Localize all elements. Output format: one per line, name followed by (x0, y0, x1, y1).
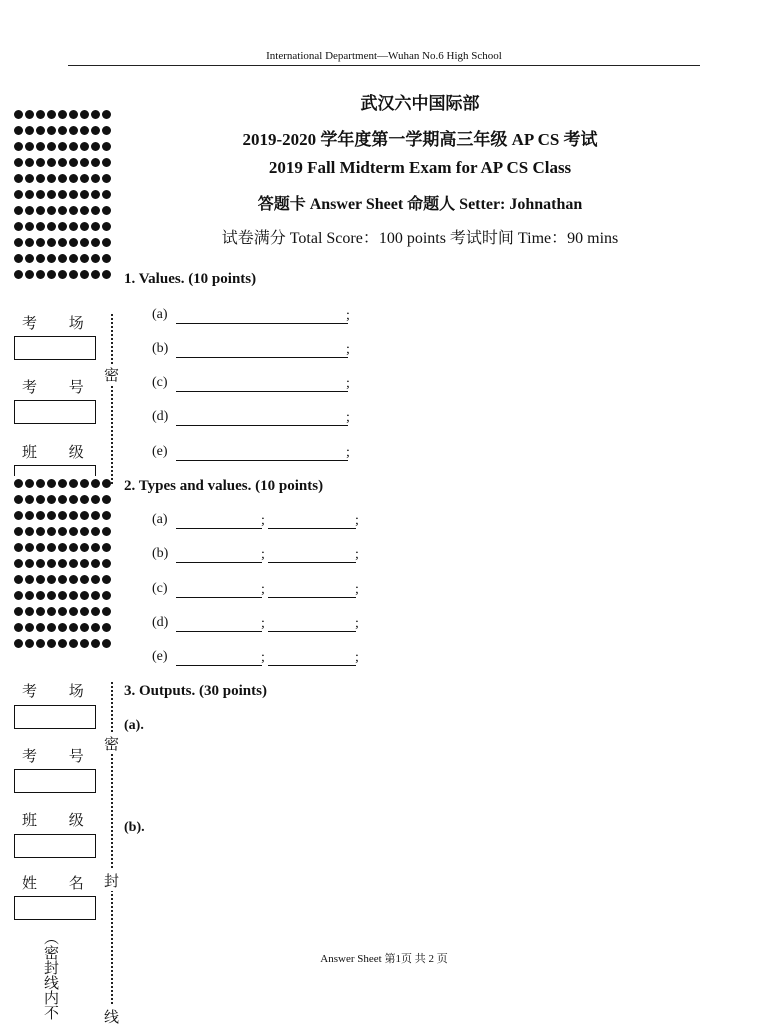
margin-dot (36, 238, 45, 247)
margin-dot (91, 559, 100, 568)
margin-dot (102, 511, 111, 520)
seal-char-4: 线 (104, 1006, 119, 1027)
margin-dot (25, 623, 34, 632)
margin-dot (14, 639, 23, 648)
margin-dot (47, 158, 56, 167)
header-rule (68, 65, 700, 66)
margin-dot (80, 639, 89, 648)
margin-dot (14, 559, 23, 568)
margin-dot (36, 543, 45, 552)
exam-room-label-top: 考 场 (22, 316, 98, 332)
s1-semicolon-d: ; (346, 410, 350, 425)
margin-dot (58, 495, 67, 504)
margin-dot (102, 591, 111, 600)
s2-label-b: (b) (152, 546, 169, 561)
margin-dot (58, 126, 67, 135)
margin-dot (25, 543, 34, 552)
margin-dot (58, 206, 67, 215)
margin-dot (47, 222, 56, 231)
margin-dot (58, 623, 67, 632)
margin-dot (58, 190, 67, 199)
margin-dot (36, 559, 45, 568)
margin-dot (36, 206, 45, 215)
margin-dot (25, 110, 34, 119)
school-title: 武汉六中国际部 (360, 94, 480, 113)
margin-dot (47, 254, 56, 263)
s2-value-a[interactable] (268, 528, 356, 529)
margin-dot (47, 527, 56, 536)
exam-title-cn: 2019-2020 学年度第一学期高三年级 AP CS 考试 (242, 130, 598, 149)
margin-dot (36, 479, 45, 488)
margin-dot (69, 110, 78, 119)
margin-dot (69, 190, 78, 199)
exam-number-box-top[interactable] (14, 400, 96, 424)
margin-dot (91, 623, 100, 632)
margin-dot (47, 110, 56, 119)
margin-dot (80, 254, 89, 263)
margin-dot (25, 511, 34, 520)
margin-dot (25, 270, 34, 279)
margin-dot (80, 126, 89, 135)
margin-dot (58, 142, 67, 151)
margin-dot (14, 110, 23, 119)
section-2-title: 2. Types and values. (10 points) (124, 478, 324, 494)
margin-dot (14, 543, 23, 552)
margin-dot (69, 270, 78, 279)
margin-dot (80, 206, 89, 215)
margin-dot (102, 206, 111, 215)
margin-dot (36, 607, 45, 616)
s2-sep-c: ; (261, 582, 265, 597)
page-header: International Department—Wuhan No.6 High School (266, 50, 502, 62)
s2-label-d: (d) (152, 615, 169, 630)
margin-dot (80, 511, 89, 520)
margin-dot (69, 206, 78, 215)
margin-dot (80, 543, 89, 552)
s1-label-c: (c) (152, 375, 168, 390)
margin-dot (102, 222, 111, 231)
margin-dot (25, 479, 34, 488)
s2-type-e[interactable] (176, 665, 262, 666)
s2-value-e[interactable] (268, 665, 356, 666)
margin-dot (102, 238, 111, 247)
margin-dot (80, 527, 89, 536)
exam-number-label-top: 考 号 (22, 380, 98, 396)
margin-dot (91, 511, 100, 520)
margin-dot (102, 254, 111, 263)
margin-dot (58, 575, 67, 584)
margin-dot (14, 206, 23, 215)
s1-label-a: (a) (152, 307, 168, 322)
margin-dot (47, 575, 56, 584)
s2-end-b: ; (355, 547, 359, 562)
s1-semicolon-b: ; (346, 342, 350, 357)
margin-dot (47, 591, 56, 600)
margin-dot (47, 206, 56, 215)
margin-dot (58, 174, 67, 183)
margin-dot (69, 222, 78, 231)
margin-dot (25, 174, 34, 183)
margin-dot (25, 527, 34, 536)
margin-dot (47, 479, 56, 488)
margin-dot (47, 142, 56, 151)
margin-dot (14, 190, 23, 199)
margin-dot (69, 511, 78, 520)
margin-dot (25, 607, 34, 616)
margin-dot (91, 527, 100, 536)
margin-dot (91, 254, 100, 263)
name-label: 姓 名 (22, 876, 98, 892)
margin-dot (80, 142, 89, 151)
s1-answer-b[interactable] (176, 357, 348, 358)
margin-dot (91, 479, 100, 488)
margin-dot (14, 254, 23, 263)
margin-dot (80, 222, 89, 231)
margin-dot (102, 623, 111, 632)
margin-dot (36, 527, 45, 536)
s2-type-d[interactable] (176, 631, 262, 632)
s2-type-a[interactable] (176, 528, 262, 529)
margin-dot (102, 126, 111, 135)
class-box-top[interactable] (14, 465, 96, 476)
margin-dot (91, 543, 100, 552)
margin-dot (80, 158, 89, 167)
margin-dot (47, 559, 56, 568)
margin-dot (36, 511, 45, 520)
margin-dot (69, 591, 78, 600)
s1-semicolon-c: ; (346, 376, 350, 391)
class-box[interactable] (14, 834, 96, 858)
margin-dot (102, 174, 111, 183)
margin-dot (91, 110, 100, 119)
margin-dot (69, 479, 78, 488)
margin-dot (47, 607, 56, 616)
margin-dot (58, 511, 67, 520)
margin-dot (47, 623, 56, 632)
margin-dot (80, 238, 89, 247)
margin-dot (25, 559, 34, 568)
margin-dot (36, 639, 45, 648)
margin-dot (25, 190, 34, 199)
margin-dot (91, 639, 100, 648)
margin-dot (36, 158, 45, 167)
margin-dot (36, 190, 45, 199)
margin-dot (80, 190, 89, 199)
margin-dot (58, 270, 67, 279)
margin-dot (36, 110, 45, 119)
margin-dot (91, 174, 100, 183)
margin-dot (14, 495, 23, 504)
margin-dot (80, 270, 89, 279)
margin-dot (36, 174, 45, 183)
margin-dot (14, 142, 23, 151)
s1-answer-a[interactable] (176, 323, 348, 324)
s2-label-c: (c) (152, 581, 168, 596)
margin-dot (36, 222, 45, 231)
s2-label-e: (e) (152, 649, 168, 664)
margin-dot (14, 174, 23, 183)
margin-dot (14, 126, 23, 135)
s2-label-a: (a) (152, 512, 168, 527)
margin-dot (36, 142, 45, 151)
dot-grid-middle (14, 479, 120, 648)
margin-dot (80, 479, 89, 488)
margin-dot (80, 591, 89, 600)
section-3-title: 3. Outputs. (30 points) (124, 683, 267, 699)
margin-dot (69, 639, 78, 648)
margin-dot (25, 495, 34, 504)
seal-notice: （密封线内不 (42, 930, 58, 1020)
s2-end-e: ; (355, 650, 359, 665)
margin-dot (69, 158, 78, 167)
s2-sep-e: ; (261, 650, 265, 665)
margin-dot (36, 126, 45, 135)
margin-dot (25, 639, 34, 648)
margin-dot (80, 623, 89, 632)
margin-dot (69, 238, 78, 247)
margin-dot (58, 222, 67, 231)
margin-dot (69, 607, 78, 616)
margin-dot (69, 142, 78, 151)
margin-dot (14, 607, 23, 616)
margin-dot (91, 190, 100, 199)
s2-sep-b: ; (261, 547, 265, 562)
margin-dot (102, 559, 111, 568)
margin-dot (80, 174, 89, 183)
dot-grid-top (14, 110, 120, 279)
seal-char-2: 密 (104, 733, 119, 754)
margin-dot (14, 623, 23, 632)
margin-dot (58, 254, 67, 263)
s3-label-a: (a). (124, 718, 144, 733)
seal-char-3: 封 (104, 870, 119, 891)
margin-dot (69, 623, 78, 632)
margin-dot (14, 527, 23, 536)
s2-sep-a: ; (261, 513, 265, 528)
margin-dot (47, 174, 56, 183)
margin-dot (25, 222, 34, 231)
s2-value-b[interactable] (268, 562, 356, 563)
margin-dot (69, 254, 78, 263)
margin-dot (91, 495, 100, 504)
margin-dot (58, 607, 67, 616)
margin-dot (69, 527, 78, 536)
margin-dot (25, 254, 34, 263)
margin-dot (25, 206, 34, 215)
s2-type-b[interactable] (176, 562, 262, 563)
margin-dot (14, 158, 23, 167)
margin-dot (14, 575, 23, 584)
exam-room-box[interactable] (14, 705, 96, 729)
s1-answer-d[interactable] (176, 425, 348, 426)
class-label: 班 级 (22, 813, 98, 829)
margin-dot (47, 543, 56, 552)
margin-dot (91, 575, 100, 584)
margin-dot (102, 110, 111, 119)
margin-dot (80, 575, 89, 584)
s1-label-d: (d) (152, 409, 169, 424)
exam-room-box-top[interactable] (14, 336, 96, 360)
margin-dot (91, 222, 100, 231)
exam-number-box[interactable] (14, 769, 96, 793)
margin-dot (69, 174, 78, 183)
name-box[interactable] (14, 896, 96, 920)
margin-dot (58, 238, 67, 247)
margin-dot (80, 495, 89, 504)
margin-dot (58, 110, 67, 119)
s1-answer-e[interactable] (176, 460, 348, 461)
margin-dot (36, 270, 45, 279)
margin-dot (91, 238, 100, 247)
margin-dot (91, 126, 100, 135)
margin-dot (102, 270, 111, 279)
margin-dot (69, 543, 78, 552)
s2-end-d: ; (355, 616, 359, 631)
margin-dot (80, 110, 89, 119)
answer-sheet-setter: 答题卡 Answer Sheet 命题人 Setter: Johnathan (257, 196, 583, 213)
margin-dot (14, 591, 23, 600)
margin-dot (102, 639, 111, 648)
seal-line-top (111, 314, 113, 484)
class-label-top: 班 级 (22, 445, 98, 461)
margin-dot (69, 559, 78, 568)
margin-dot (102, 142, 111, 151)
margin-dot (102, 190, 111, 199)
margin-dot (25, 591, 34, 600)
seal-char-1: 密 (104, 364, 119, 385)
margin-dot (102, 543, 111, 552)
s2-value-c[interactable] (268, 597, 356, 598)
exam-number-label: 考 号 (22, 749, 98, 765)
margin-dot (58, 543, 67, 552)
margin-dot (102, 479, 111, 488)
margin-dot (91, 607, 100, 616)
margin-dot (69, 495, 78, 504)
s2-end-c: ; (355, 582, 359, 597)
s3-label-b: (b). (124, 820, 145, 835)
margin-dot (25, 238, 34, 247)
section-1-title: 1. Values. (10 points) (124, 271, 257, 287)
margin-dot (102, 575, 111, 584)
margin-dot (14, 270, 23, 279)
margin-dot (47, 270, 56, 279)
margin-dot (36, 495, 45, 504)
margin-dot (14, 479, 23, 488)
margin-dot (91, 591, 100, 600)
margin-dot (14, 222, 23, 231)
margin-dot (69, 575, 78, 584)
margin-dot (36, 575, 45, 584)
margin-dot (58, 479, 67, 488)
margin-dot (69, 126, 78, 135)
margin-dot (36, 591, 45, 600)
s1-semicolon-a: ; (346, 308, 350, 323)
margin-dot (102, 607, 111, 616)
margin-dot (25, 158, 34, 167)
margin-dot (25, 126, 34, 135)
exam-room-label: 考 场 (22, 684, 98, 700)
margin-dot (91, 270, 100, 279)
margin-dot (14, 511, 23, 520)
score-time-line: 试卷满分 Total Score：100 points 考试时间 Time：90 mins (221, 230, 619, 247)
margin-dot (47, 639, 56, 648)
margin-dot (58, 527, 67, 536)
s1-label-e: (e) (152, 444, 168, 459)
margin-dot (47, 495, 56, 504)
margin-dot (58, 639, 67, 648)
margin-dot (91, 206, 100, 215)
margin-dot (58, 559, 67, 568)
margin-dot (36, 254, 45, 263)
margin-dot (58, 591, 67, 600)
s2-type-c[interactable] (176, 597, 262, 598)
s1-label-b: (b) (152, 341, 169, 356)
s2-sep-d: ; (261, 616, 265, 631)
margin-dot (47, 190, 56, 199)
margin-dot (80, 607, 89, 616)
margin-dot (47, 238, 56, 247)
margin-dot (14, 238, 23, 247)
margin-dot (25, 142, 34, 151)
margin-dot (102, 158, 111, 167)
margin-dot (102, 527, 111, 536)
margin-dot (102, 495, 111, 504)
margin-dot (36, 623, 45, 632)
margin-dot (25, 575, 34, 584)
s1-answer-c[interactable] (176, 391, 348, 392)
margin-dot (80, 559, 89, 568)
exam-title-en: 2019 Fall Midterm Exam for AP CS Class (268, 158, 572, 177)
s2-end-a: ; (355, 513, 359, 528)
page-footer: Answer Sheet 第1页 共 2 页 (320, 953, 448, 965)
margin-dot (47, 511, 56, 520)
margin-dot (91, 158, 100, 167)
s2-value-d[interactable] (268, 631, 356, 632)
margin-dot (58, 158, 67, 167)
s1-semicolon-e: ; (346, 445, 350, 460)
margin-dot (91, 142, 100, 151)
margin-dot (47, 126, 56, 135)
